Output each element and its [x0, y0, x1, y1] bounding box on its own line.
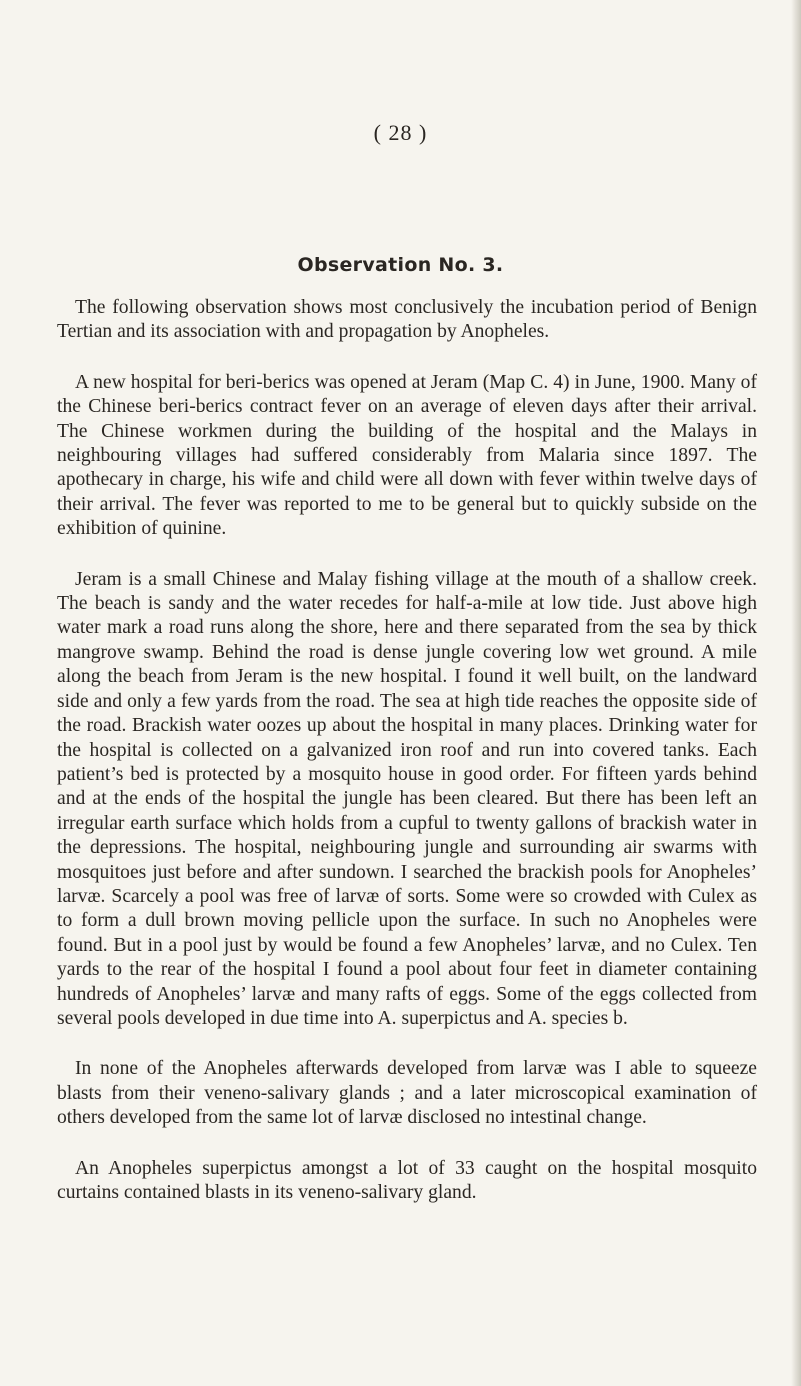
page-edge-shadow: [791, 0, 801, 1386]
paragraph-superpictus: An Anopheles superpictus amongst a lot of 33 caught on the hospital mosquito curtains contained blasts in its veneno-salivary gland.: [57, 1157, 757, 1203]
paragraph-intro: The following observation shows most conclusively the incubation period of Benign Tertian and its association with and propagation by Anopheles.: [57, 297, 757, 343]
observation-heading: Observation No. 3.: [297, 254, 504, 276]
paragraph-examination: In none of the Anopheles afterwards developed from larvæ was I able to squeeze blasts from their veneno-salivary glands ; and a later microscopical examination of others developed from the same lot of larvæ disclosed no intestinal change.: [57, 1058, 757, 1129]
body-text: [57, 296, 757, 1205]
paragraph-jeram-description: Jeram is a small Chinese and Malay fishing village at the mouth of a shallow creek. The beach is sandy and the water recedes for half-a-mile at low tide. Just above high water mark a road runs along the shore, here and there separated from the sea by thick mangrove swamp. Behind the road is dense jungle covering low wet ground. A mile along the beach from Jeram is the new hospital. I found it well built, on the landward side and only a few yards from the road. The sea at high tide reaches the opposite side of the road. Brackish water oozes up about the hospital in many places. Drinking water for the hospital is collected on a galvanized iron roof and run into covered tanks. Each patient’s bed is protected by a mosquito house in good order. For fifteen yards behind and at the ends of the hospital the jungle has been cleared. But there has been left an irregular earth surface which holds from a cupful to twenty gallons of brackish water in the depressions. The hospital, neighbouring jungle and surrounding air swarms with mosquitoes just before and after sundown. I searched the brackish pools for Anopheles’ larvæ. Scarcely a pool was free of larvæ of sorts. Some were so crowded with Culex as to form a dull brown moving pellicle upon the surface. In such no Anopheles were found. But in a pool just by would be found a few Anopheles’ larvæ, and no Culex. Ten yards to the rear of the hospital I found a pool about four feet in diameter containing hundreds of Anopheles’ larvæ and many rafts of eggs. Some of the eggs collected from several pools developed in due time into A. superpictus and A. species b.: [57, 568, 757, 1029]
paragraph-hospital: A new hospital for beri-berics was opened at Jeram (Map C. 4) in June, 1900. Many of the Chinese beri-berics contract fever on an average of eleven days after their arrival. The Chinese workmen during the building of the hospital and the Malays in neighbouring villages had suffered considerably from Malaria since 1897. The apothecary in charge, his wife and child were all down with fever within twelve days of their arrival. The fever was reported to me to be general but to quickly subside on the exhibition of quinine.: [57, 371, 757, 540]
page-number: ( 28 ): [373, 120, 428, 145]
